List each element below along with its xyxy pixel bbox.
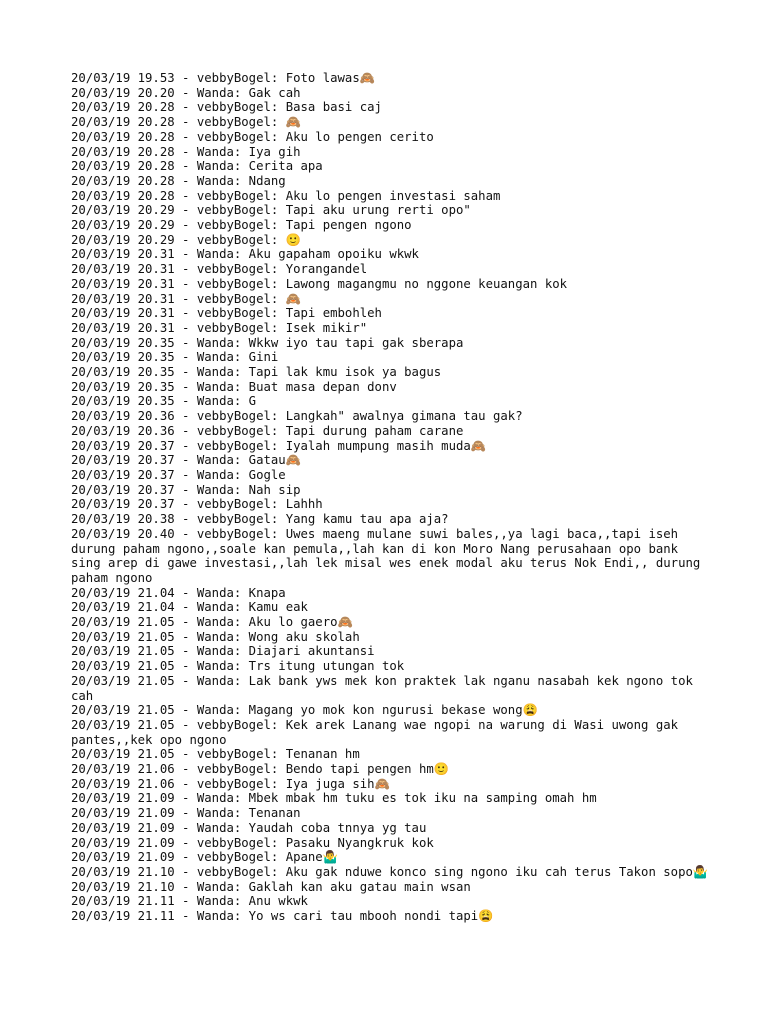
chat-message-line: 20/03/19 21.09 - vebbyBogel: Apane🤷‍♂️	[71, 850, 339, 865]
chat-message-line: 20/03/19 20.35 - Wanda: Buat masa depan donv	[71, 379, 397, 394]
chat-message-line: 20/03/19 20.31 - vebbyBogel: 🙈	[71, 291, 302, 306]
chat-message-line: 20/03/19 20.31 - vebbyBogel: Isek mikir"	[71, 320, 368, 335]
chat-message-line: 20/03/19 21.10 - Wanda: Gaklah kan aku gatau main wsan	[71, 879, 471, 894]
chat-message-line: 20/03/19 21.09 - Wanda: Mbek mbak hm tuku es tok iku na samping omah hm	[71, 791, 597, 806]
chat-message-line: 20/03/19 20.40 - vebbyBogel: Uwes maeng mulane suwi bales,,ya lagi baca,,tapi iseh durung paham ngono,,soale kan pemula,,lah kan di kon Moro Nang perusahaan opo bank sing arep di gawe investasi,,lah lek misal wes enek modal aku terus Nok Endi,, durung paham ngono	[71, 526, 708, 585]
chat-message-line: 20/03/19 21.05 - Wanda: Aku lo gaero🙈	[71, 615, 353, 630]
chat-message-line: 20/03/19 20.28 - vebbyBogel: 🙈	[71, 115, 302, 130]
chat-message-line: 20/03/19 21.10 - vebbyBogel: Aku gak nduwe konco sing ngono iku cah terus Takon sopo🤷‍♂️	[71, 864, 709, 879]
chat-message-line: 20/03/19 20.37 - Wanda: Gatau🙈	[71, 453, 302, 468]
chat-message-line: 20/03/19 21.09 - Wanda: Yaudah coba tnnya yg tau	[71, 820, 427, 835]
chat-message-line: 20/03/19 20.29 - vebbyBogel: 🙂	[71, 232, 302, 247]
chat-message-line: 20/03/19 21.06 - vebbyBogel: Bendo tapi pengen hm🙂	[71, 762, 450, 777]
chat-message-line: 20/03/19 21.11 - Wanda: Yo ws cari tau mbooh nondi tapi😩	[71, 909, 494, 924]
chat-message-line: 20/03/19 20.28 - Wanda: Iya gih	[71, 144, 301, 159]
chat-message-line: 20/03/19 19.53 - vebbyBogel: Foto lawas🙈	[71, 71, 376, 85]
chat-message-line: 20/03/19 21.05 - Wanda: Lak bank yws mek kon praktek lak nganu nasabah kek ngono tok cah	[71, 673, 701, 703]
chat-message-line: 20/03/19 20.38 - vebbyBogel: Yang kamu tau apa aja?	[71, 512, 449, 527]
chat-message-line: 20/03/19 20.35 - Wanda: Gini	[71, 350, 279, 365]
chat-message-line: 20/03/19 20.28 - Wanda: Ndang	[71, 173, 286, 188]
chat-message-line: 20/03/19 21.05 - Wanda: Magang yo mok kon ngurusi bekase wong😩	[71, 703, 538, 718]
chat-message-line: 20/03/19 20.35 - Wanda: Wkkw iyo tau tapi gak sberapa	[71, 335, 464, 350]
chat-message-line: 20/03/19 20.31 - vebbyBogel: Lawong magangmu no nggone keuangan kok	[71, 276, 568, 291]
chat-message-line: 20/03/19 20.28 - vebbyBogel: Aku lo pengen cerito	[71, 129, 434, 144]
chat-message-line: 20/03/19 21.05 - Wanda: Wong aku skolah	[71, 629, 360, 644]
chat-message-line: 20/03/19 20.31 - Wanda: Aku gapaham opoiku wkwk	[71, 247, 419, 262]
chat-message-line: 20/03/19 20.29 - vebbyBogel: Tapi pengen ngono	[71, 218, 412, 233]
chat-message-line: 20/03/19 20.29 - vebbyBogel: Tapi aku urung rerti opo"	[71, 203, 471, 218]
chat-message-line: 20/03/19 21.09 - vebbyBogel: Pasaku Nyangkruk kok	[71, 835, 434, 850]
chat-message-line: 20/03/19 21.11 - Wanda: Anu wkwk	[71, 894, 308, 909]
chat-message-line: 20/03/19 20.36 - vebbyBogel: Langkah" awalnya gimana tau gak?	[71, 409, 523, 424]
chat-message-line: 20/03/19 21.05 - vebbyBogel: Tenanan hm	[71, 747, 360, 762]
chat-message-line: 20/03/19 20.20 - Wanda: Gak cah	[71, 85, 301, 100]
chat-message-line: 20/03/19 20.37 - Wanda: Nah sip	[71, 482, 301, 497]
chat-message-line: 20/03/19 21.04 - Wanda: Knapa	[71, 585, 286, 600]
chat-message-line: 20/03/19 20.37 - Wanda: Gogle	[71, 467, 286, 482]
chat-message-line: 20/03/19 20.36 - vebbyBogel: Tapi durung paham carane	[71, 423, 464, 438]
chat-message-line: 20/03/19 21.06 - vebbyBogel: Iya juga sih🙈	[71, 776, 390, 791]
chat-message-line: 20/03/19 21.05 - Wanda: Trs itung utungan tok	[71, 659, 405, 674]
chat-log	[71, 71, 711, 924]
chat-message-line: 20/03/19 20.37 - vebbyBogel: Iyalah mumpung masih muda🙈	[71, 438, 487, 453]
chat-message-line: 20/03/19 20.35 - Wanda: G	[71, 394, 257, 409]
chat-message-line: 20/03/19 20.31 - vebbyBogel: Yorangandel	[71, 262, 368, 277]
chat-message-line: 20/03/19 20.31 - vebbyBogel: Tapi embohleh	[71, 306, 382, 321]
chat-message-line: 20/03/19 20.28 - Wanda: Cerita apa	[71, 159, 323, 174]
chat-message-line: 20/03/19 21.04 - Wanda: Kamu eak	[71, 600, 308, 615]
chat-message-line: 20/03/19 20.28 - vebbyBogel: Aku lo pengen investasi saham	[71, 188, 501, 203]
chat-message-line: 20/03/19 21.05 - vebbyBogel: Kek arek Lanang wae ngopi na warung di Wasi uwong gak pantes,,kek opo ngono	[71, 717, 686, 747]
chat-message-line: 20/03/19 20.37 - vebbyBogel: Lahhh	[71, 497, 323, 512]
chat-message-line: 20/03/19 21.05 - Wanda: Diajari akuntansi	[71, 644, 375, 659]
chat-message-line: 20/03/19 20.35 - Wanda: Tapi lak kmu isok ya bagus	[71, 365, 442, 380]
chat-message-line: 20/03/19 20.28 - vebbyBogel: Basa basi caj	[71, 100, 382, 115]
chat-message-line: 20/03/19 21.09 - Wanda: Tenanan	[71, 806, 301, 821]
